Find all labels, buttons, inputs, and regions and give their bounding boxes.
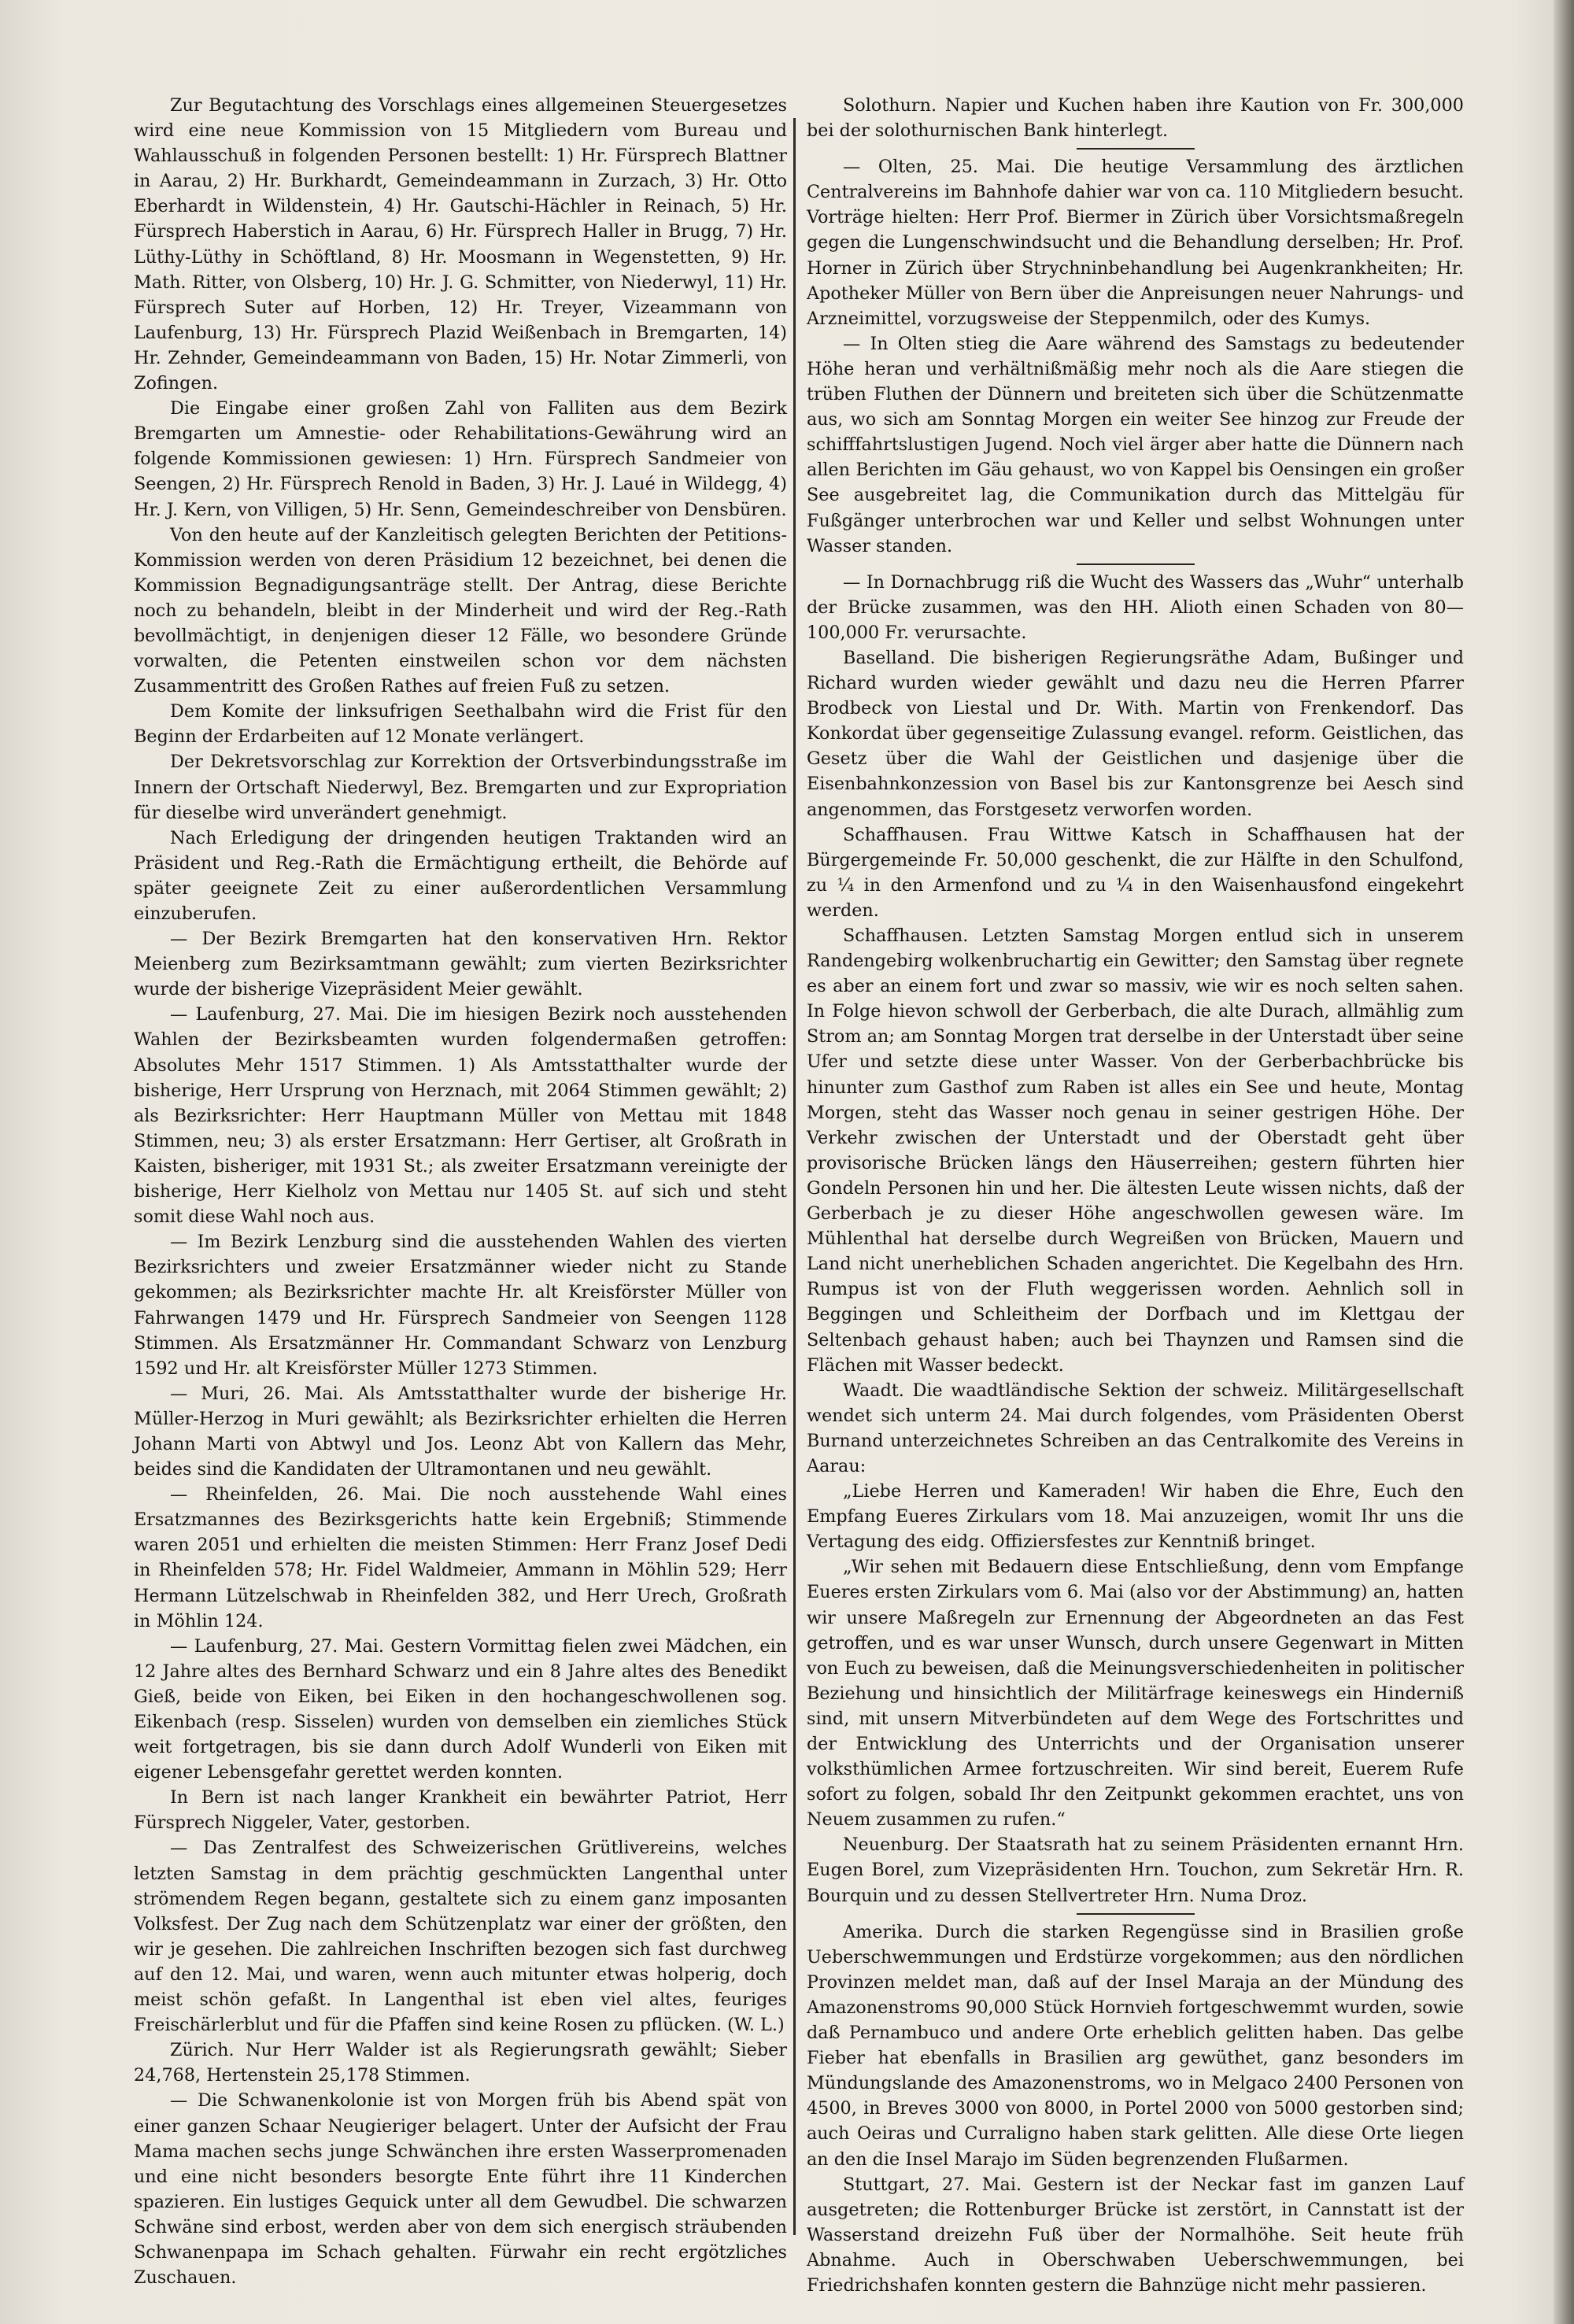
- article-paragraph: Zürich. Nur Herr Walder ist als Regierungsrath gewählt; Sieber 24,768, Hertenstein 25,178 Stimmen.: [134, 2040, 787, 2086]
- article-quote: „Liebe Herren und Kameraden! Wir haben die Ehre, Euch den Empfang Eueres Zirkulars vom 18. Mai anzuzeigen, womit Ihr uns die Vertagung des eidg. Offiziersfestes zur Kenntniß bringet.: [807, 1481, 1464, 1553]
- article-paragraph: — Laufenburg, 27. Mai. Gestern Vormittag fielen zwei Mädchen, ein 12 Jahre altes des Bernhard Schwarz und ein 8 Jahre altes des Benedikt Gieß, beide von Eiken, bei Eiken in den hochangeschwollenen sog. Eikenbach (resp. Sisselen) wurden von demselben ein ziemliches Stück weit fortgetragen, bis sie dann durch Adolf Wunderli von Eiken mit eigener Lebensgefahr gerettet werden konnten.: [134, 1635, 787, 1783]
- article-paragraph: — Im Bezirk Lenzburg sind die ausstehenden Wahlen des vierten Bezirksrichters und zweier Ersatzmänner wieder nicht zu Stande gekommen; als Bezirksrichter machte Hr. alt Kreisförster Müller von Fahrwangen 1479 und Hr. Fürsprech Sandmeier von Seengen 1128 Stimmen. Als Ersatzmänner Hr. Commandant Schwarz von Lenzburg 1592 und Hr. alt Kreisförster Müller 1273 Stimmen.: [134, 1232, 787, 1379]
- article-quote: „Wir sehen mit Bedauern diese Entschließung, denn vom Empfange Eueres ersten Zirkulars vom 6. Mai (also vor der Abstimmung) an, hatten wir unsere Maßregeln zur Ernennung der Abgeordneten an das Fest getroffen, und es war unser Wunsch, durch unsere Gegenwart in Mitten von Euch zu beweisen, daß die Meinungsverschiedenheiten in politischer Beziehung und hinsichtlich der Militärfrage keineswegs ein Hinderniß sind, mit unsern Mitverbündeten auf dem Wege des Fortschrittes und der Entwicklung des Unterrichts und der Organisation unserer volksthümlichen Armee fortzuschreiten. Wir sind bereit, Euerem Rufe sofort zu folgen, sobald Ihr den Zeitpunkt gekommen erachtet, uns von Neuem zusammen zu rufen.“: [807, 1557, 1464, 1831]
- article-paragraph: Amerika. Durch die starken Regengüsse sind in Brasilien große Ueberschwemmungen und Erdstürze vorgekommen; aus den nördlichen Provinzen meldet man, daß auf der Insel Maraja an der Mündung des Amazonenstroms 90,000 Stück Hornvieh fortgeschwemmt wurden, sowie daß Pernambuco und andere Orte erheblich gelitten haben. Das gelbe Fieber hat ebenfalls in Brasilien arg gewüthet, ganz besonders im Mündungslande des Amazonenstroms, wo in Melgaco 2400 Personen von 4500, in Breves 3000 von 8000, in Portel 2000 von 5000 gestorben sind; auch Oeiras und Curraligno haben stark gelitten. Alle diese Orte liegen an den die Insel Marajo im Süden begrenzenden Flußarmen.: [807, 1921, 1464, 2170]
- article-paragraph: Zur Begutachtung des Vorschlags eines allgemeinen Steuergesetzes wird eine neue Kommission von 15 Mitgliedern vom Bureau und Wahlausschuß in folgenden Personen bestellt: 1) Hr. Fürsprech Blattner in Aarau, 2) Hr. Burkhardt, Gemeindeammann in Zurzach, 3) Hr. Otto Eberhardt in Wildenstein, 4) Hr. Gautschi-Hächler in Reinach, 5) Hr. Fürsprech Haberstich in Aarau, 6) Hr. Fürsprech Haller in Brugg, 7) Hr. Lüthy-Lüthy in Schöftland, 8) Hr. Moosmann in Wegenstetten, 9) Hr. Math. Ritter, von Olsberg, 10) Hr. J. G. Schmitter, von Niederwyl, 11) Hr. Fürsprech Suter auf Horben, 12) Hr. Treyer, Vizeammann von Laufenburg, 13) Hr. Fürsprech Plazid Weißenbach in Bremgarten, 14) Hr. Zehnder, Gemeindeammann von Baden, 15) Hr. Notar Zimmerli, von Zofingen.: [134, 95, 787, 394]
- article-paragraph: — Olten, 25. Mai. Die heutige Versammlung des ärztlichen Centralvereins im Bahnhofe dahier war von ca. 110 Mitgliedern besucht. Vorträge hielten: Herr Prof. Biermer in Zürich über Vorsichtsmaßregeln gegen die Lungenschwindsucht und die Behandlung derselben; Hr. Prof. Horner in Zürich über Strychninbehandlung bei Augenkrankheiten; Hr. Apotheker Müller von Bern über die Anpreisungen neuer Nahrungs- und Arzneimittel, vorzugsweise der Steppenmilch, oder des Kumys.: [807, 157, 1464, 329]
- article-paragraph: Waadt. Die waadtländische Sektion der schweiz. Militärgesellschaft wendet sich unterm 24. Mai durch folgendes, vom Präsidenten Oberst Burnand unterzeichnetes Schreiben an das Centralkomite des Vereins in Aarau:: [807, 1380, 1464, 1476]
- right-column: [807, 93, 1464, 2298]
- article-paragraph: Dem Komite der linksufrigen Seethalbahn wird die Frist für den Beginn der Erdarbeiten auf 12 Monate verlängert.: [134, 701, 787, 748]
- article-paragraph: Die Eingabe einer großen Zahl von Falliten aus dem Bezirk Bremgarten um Amnestie- oder Rehabilitations-Gewährung wird an folgende Kommissionen gewiesen: 1) Hrn. Fürsprech Sandmeier von Seengen, 2) Hr. Fürsprech Renold in Baden, 3) Hr. J. Laué in Wildegg, 4) Hr. J. Kern, von Villigen, 5) Hr. Senn, Gemeindeschreiber von Densbüren.: [134, 398, 787, 520]
- article-paragraph: Schaffhausen. Letzten Samstag Morgen entlud sich in unserem Randengebirg wolkenbruchartig ein Gewitter; den Samstag über regnete es aber an einem fort und zwar so massiv, wie wir es noch selten sahen. In Folge hievon schwoll der Gerberbach, die alte Durach, allmählig zum Strom an; am Sonntag Morgen trat derselbe in der Unterstadt über seine Ufer und setzte diese unter Wasser. Von der Gerberbachbrücke bis hinunter zum Gasthof zum Raben ist alles ein See und heute, Montag Morgen, steht das Wasser noch genau in seiner gestrigen Höhe. Der Verkehr zwischen der Unterstadt und der Oberstadt geht über provisorische Brücken längs den Häuserreihen; gestern führten hier Gondeln Personen hin und her. Die ältesten Leute wissen nichts, daß der Gerberbach je zu dieser Höhe angeschwollen gewesen wäre. Im Mühlenthal hat derselbe durch Wegreißen von Brücken, Mauern und Land nicht unerheblichen Schaden angerichtet. Die Kegelbahn des Hrn. Rumpus ist von der Fluth weggerissen worden. Aehnlich soll in Beggingen und Schleitheim der Dorfbach und im Klettgau der Seltenbach gehaust haben; auch bei Thaynzen und Ramsen sind die Flächen mit Wasser bedeckt.: [807, 926, 1464, 1376]
- section-separator: [1077, 148, 1195, 150]
- article-paragraph: — In Dornachbrugg riß die Wucht des Wassers das „Wuhr“ unterhalb der Brücke zusammen, was den HH. Alioth einen Schaden von 80—100,000 Fr. verursachte.: [807, 571, 1464, 643]
- page-edge-shadow: [1554, 0, 1574, 2324]
- article-paragraph: — Das Zentralfest des Schweizerischen Grütlivereins, welches letzten Samstag in dem prächtig geschmückten Langenthal unter strömendem Regen begann, gestaltete sich zu einem ganz imposanten Volksfest. Der Zug nach dem Schützenplatz war einer der größten, den wir je gesehen. Die zahlreichen Inschriften bezogen sich fast durchweg auf den 12. Mai, und waren, wenn auch mitunter etwas holperig, doch meist schön gefaßt. In Langenthal ist eben viel altes, feuriges Freischärlerblut und für die Pfaffen sind keine Rosen zu pflücken. (W. L.): [134, 1838, 787, 2036]
- article-paragraph: — In Olten stieg die Aare während des Samstags zu bedeutender Höhe heran und verhältnißmäßig mehr noch als die Aare stiegen die trüben Fluthen der Dünnern und breiteten sich über die Schützenmatte aus, wo sich am Sonntag Morgen ein weiter See hinzog zur Freude der schifffahrtslustigen Jugend. Noch viel ärger aber hatte die Dünnern nach allen Berichten im Gäu gehaust, wo von Kappel bis Oensingen ein großer See ausgebreitet lag, die Communikation durch das Mittelgäu für Fußgänger unterbrochen war und Keller und selbst Wohnungen unter Wasser standen.: [807, 333, 1464, 556]
- article-paragraph: — Muri, 26. Mai. Als Amtsstatthalter wurde der bisherige Hr. Müller-Herzog in Muri gewählt; als Bezirksrichter erhielten die Herren Johann Marti von Abtwyl und Jos. Leonz Abt von Kallern das Mehr, beides sind die Kandidaten der Ultramontanen und neu gewählt.: [134, 1383, 787, 1480]
- article-paragraph: Von den heute auf der Kanzleitisch gelegten Berichten der Petitions-Kommission werden von deren Präsidium 12 bezeichnet, bei denen die Kommission Begnadigungsanträge stellt. Der Antrag, diese Berichte noch zu behandeln, bleibt in der Minderheit und wird der Reg.-Rath bevollmächtigt, in denjenigen dieser 12 Fälle, wo besondere Gründe vorwalten, die Petenten einstweilen schon vor dem nächsten Zusammentritt des Großen Rathes auf freien Fuß zu setzen.: [134, 524, 787, 697]
- article-paragraph: In Bern ist nach langer Krankheit ein bewährter Patriot, Herr Fürsprech Niggeler, Vater, gestorben.: [134, 1787, 787, 1834]
- section-separator: [1077, 563, 1195, 565]
- article-paragraph: Der Dekretsvorschlag zur Korrektion der Ortsverbindungsstraße im Innern der Ortschaft Niederwyl, Bez. Bremgarten und zur Expropriation für dieselbe wird unverändert genehmigt.: [134, 752, 787, 823]
- article-paragraph: Schaffhausen. Frau Wittwe Katsch in Schaffhausen hat der Bürgergemeinde Fr. 50,000 geschenkt, die zur Hälfte in den Schulfond, zu ¼ in den Armenfond und zu ¼ in den Waisenhausfond eingekehrt werden.: [807, 824, 1464, 921]
- section-separator: [1077, 1913, 1195, 1915]
- left-column: [134, 93, 787, 2290]
- article-paragraph: — Laufenburg, 27. Mai. Die im hiesigen Bezirk noch ausstehenden Wahlen der Bezirksbeamten wurden folgendermaßen getroffen: Absolutes Mehr 1517 Stimmen. 1) Als Amtsstatthalter wurde der bisherige, Herr Ursprung von Herznach, mit 2064 Stimmen gewählt; 2) als Bezirksrichter: Herr Hauptmann Müller von Mettau mit 1848 Stimmen, neu; 3) als erster Ersatzmann: Herr Gertiser, alt Großrath in Kaisten, bisheriger, mit 1931 St.; als zweiter Ersatzmann vereinigte der bisherige, Herr Kielholz von Mettau nur 1405 St. auf sich und steht somit diese Wahl noch aus.: [134, 1004, 787, 1228]
- article-paragraph: — Rheinfelden, 26. Mai. Die noch ausstehende Wahl eines Ersatzmannes des Bezirksgerichts hatte kein Ergebniß; Stimmende waren 2051 und erhielten die meisten Stimmen: Herr Franz Josef Dedi in Rheinfelden 578; Hr. Fidel Waldmeier, Ammann in Möhlin 529; Herr Hermann Lützelschwab in Rheinfelden 382, und Herr Urech, Großrath in Möhlin 124.: [134, 1484, 787, 1631]
- article-paragraph: Nach Erledigung der dringenden heutigen Traktanden wird an Präsident und Reg.-Rath die Ermächtigung ertheilt, die Behörde auf später geeignete Zeit zu einer außerordentlichen Versammlung einzuberufen.: [134, 827, 787, 924]
- article-paragraph: Stuttgart, 27. Mai. Gestern ist der Neckar fast im ganzen Lauf ausgetreten; die Rottenburger Brücke ist zerstört, in Cannstatt ist der Wasserstand dreizehn Fuß über der Normalhöhe. Seit heute früh Abnahme. Auch in Oberschwaben Ueberschwemmungen, bei Friedrichshafen konnten gestern die Bahnzüge nicht mehr passieren.: [807, 2174, 1464, 2296]
- article-paragraph: Baselland. Die bisherigen Regierungsräthe Adam, Bußinger und Richard wurden wieder gewählt und dazu neu die Herren Pfarrer Brodbeck von Liestal und Dr. With. Martin von Frenkendorf. Das Konkordat über gegenseitige Zulassung evangel. reform. Geistlichen, das Gesetz über die Wahl der Geistlichen und dasjenige über die Eisenbahnkonzession von Basel bis zur Kantonsgrenze bei Aesch sind angenommen, das Forstgesetz verworfen worden.: [807, 647, 1464, 820]
- article-paragraph: Solothurn. Napier und Kuchen haben ihre Kaution von Fr. 300,000 bei der solothurnischen Bank hinterlegt.: [807, 95, 1464, 142]
- article-paragraph: Neuenburg. Der Staatsrath hat zu seinem Präsidenten ernannt Hrn. Eugen Borel, zum Vizepräsidenten Hrn. Touchon, zum Sekretär Hrn. R. Bourquin und zu dessen Stellvertreter Hrn. Numa Droz.: [807, 1834, 1464, 1906]
- article-paragraph: — Der Bezirk Bremgarten hat den konservativen Hrn. Rektor Meienberg zum Bezirksamtmann gewählt; zum vierten Bezirksrichter wurde der bisherige Vizepräsident Meier gewählt.: [134, 929, 787, 1000]
- article-paragraph: — Die Schwanenkolonie ist von Morgen früh bis Abend spät von einer ganzen Schaar Neugieriger belagert. Unter der Aufsicht der Frau Mama machen sechs junge Schwänchen ihre ersten Wasserpromenaden und eine nicht besonders besorgte Ente führt ihre 11 Kinderchen spazieren. Ein lustiges Gequick unter all dem Gewudbel. Die schwarzen Schwäne sind erbost, werden aber von dem sich energisch sträubenden Schwanenpapa im Schach gehalten. Fürwahr ein recht ergötzliches Zuschauen.: [134, 2090, 787, 2289]
- column-divider: [793, 118, 796, 2235]
